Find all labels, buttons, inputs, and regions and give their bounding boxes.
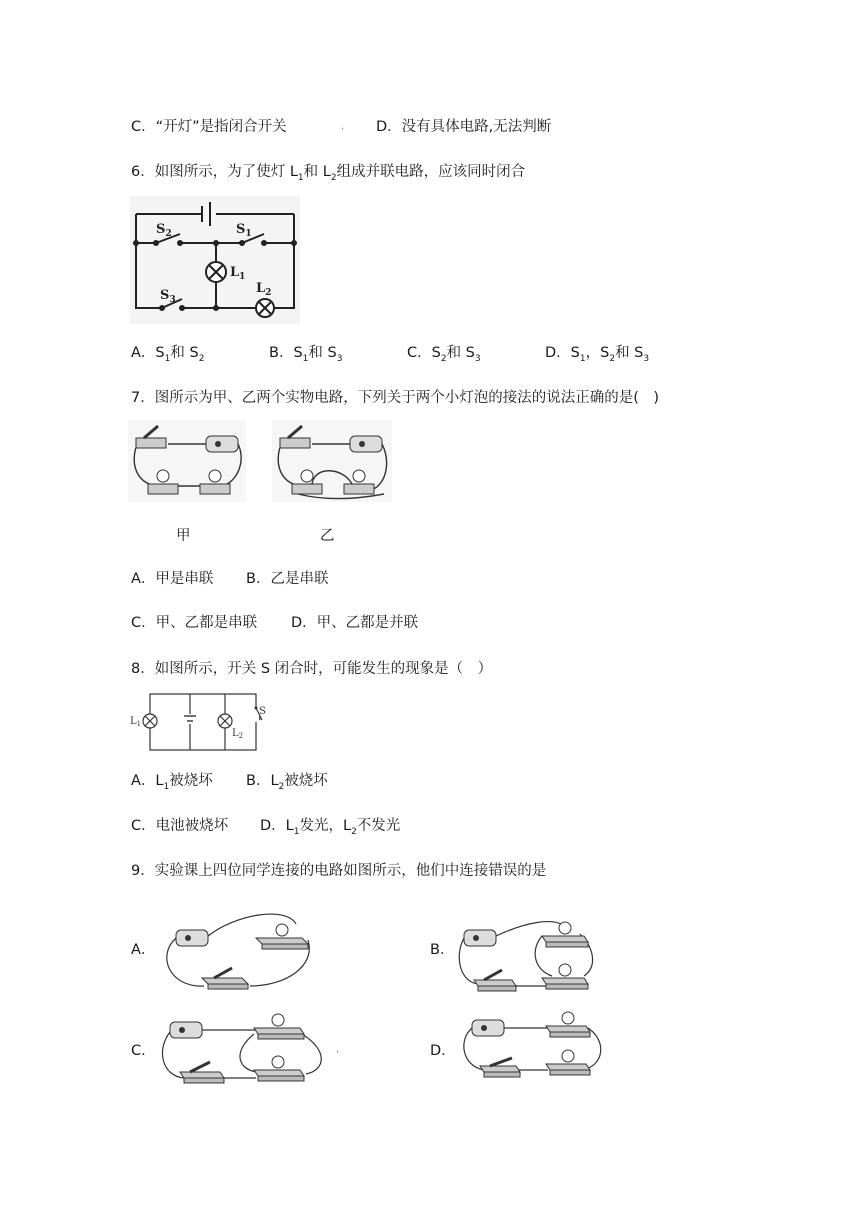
q7-caption-jia: 甲 bbox=[176, 528, 191, 544]
bulb-icon bbox=[256, 924, 308, 949]
bulb-icon bbox=[546, 1050, 590, 1075]
q7-circuit-yi bbox=[272, 420, 392, 502]
q9-circuit-c bbox=[156, 1010, 332, 1090]
q7-circuit-jia bbox=[128, 420, 246, 502]
q6-option-d: D．$S_1$，$S_2$和 $S_3$ bbox=[545, 345, 650, 364]
battery-icon bbox=[176, 930, 208, 946]
bulb-icon bbox=[254, 1056, 304, 1081]
stray-mark: , bbox=[336, 1044, 340, 1055]
bulb-icon bbox=[254, 1014, 304, 1039]
label-l1: $L_1$ bbox=[130, 716, 142, 728]
q9-stem: 9．实验课上四位同学连接的电路如图所示，他们中连接错误的是 bbox=[131, 863, 547, 879]
battery-icon bbox=[206, 436, 238, 452]
q8-option-b: B．$L_2$被烧坏 bbox=[246, 773, 328, 792]
q6-circuit-diagram bbox=[130, 196, 300, 324]
q6-option-b: B．$S_1$和 $S_3$ bbox=[269, 345, 343, 364]
q9-circuit-b bbox=[456, 910, 614, 1000]
label-s: S bbox=[259, 706, 266, 717]
stray-mark: , bbox=[341, 121, 345, 132]
q8-stem: 8．如图所示，开关 S 闭合时，可能发生的现象是（ ） bbox=[131, 661, 493, 677]
q9-circuit-a bbox=[156, 906, 328, 998]
q9-label-c: C． bbox=[131, 1043, 156, 1059]
q6-stem: 6．如图所示，为了使灯 $L_1$和 $L_2$组成并联电路，应该同时闭合 bbox=[131, 164, 526, 183]
bulb-icon bbox=[546, 1012, 590, 1037]
label-s1: $S_1$ bbox=[236, 222, 252, 239]
q6-option-c: C．$S_2$和 $S_3$ bbox=[407, 345, 481, 364]
switch-icon bbox=[202, 968, 248, 989]
q5-option-c: C．“开灯”是指闭合开关 bbox=[131, 119, 287, 135]
q7-option-d: D．甲、乙都是并联 bbox=[291, 615, 419, 631]
switch-icon bbox=[474, 970, 516, 991]
q7-stem: 7．图所示为甲、乙两个实物电路，下列关于两个小灯泡的接法的说法正确的是( ) bbox=[131, 390, 660, 406]
q9-label-a: A． bbox=[131, 942, 156, 958]
q7-option-a: A．甲是串联 bbox=[131, 571, 214, 587]
lamp-l1-icon bbox=[143, 714, 157, 728]
q8-option-c: C．电池被烧坏 bbox=[131, 818, 229, 834]
lamp-l2-icon bbox=[256, 299, 274, 317]
battery-icon bbox=[350, 436, 382, 452]
battery-icon bbox=[170, 1022, 202, 1038]
label-l2: $L_2$ bbox=[232, 728, 244, 740]
q7-caption-yi: 乙 bbox=[320, 528, 335, 544]
switch-icon bbox=[480, 1058, 520, 1077]
label-l2: $L_2$ bbox=[256, 281, 272, 298]
bulb-icon bbox=[542, 964, 588, 989]
q8-option-a: A．$L_1$被烧坏 bbox=[131, 773, 213, 792]
label-l1: $L_1$ bbox=[230, 265, 246, 282]
battery-icon bbox=[464, 930, 496, 946]
q7-option-b: B．乙是串联 bbox=[246, 571, 329, 587]
q8-circuit-diagram bbox=[128, 690, 273, 754]
q7-option-c: C．甲、乙都是串联 bbox=[131, 615, 258, 631]
label-s2: $S_2$ bbox=[156, 222, 172, 239]
battery-icon bbox=[472, 1020, 504, 1036]
q6-option-a: A．$S_1$和 $S_2$ bbox=[131, 345, 205, 364]
switch-icon bbox=[180, 1062, 224, 1083]
lamp-l1-icon bbox=[206, 262, 226, 282]
q8-option-d: D．$L_1$发光，$L_2$不发光 bbox=[260, 818, 401, 837]
q9-label-d: D． bbox=[430, 1043, 456, 1059]
label-s3: $S_3$ bbox=[160, 288, 176, 305]
q9-label-b: B． bbox=[430, 942, 455, 958]
lamp-l2-icon bbox=[218, 714, 232, 728]
q9-circuit-d bbox=[456, 1010, 608, 1082]
q5-option-d: D．没有具体电路,无法判断 bbox=[376, 119, 552, 135]
